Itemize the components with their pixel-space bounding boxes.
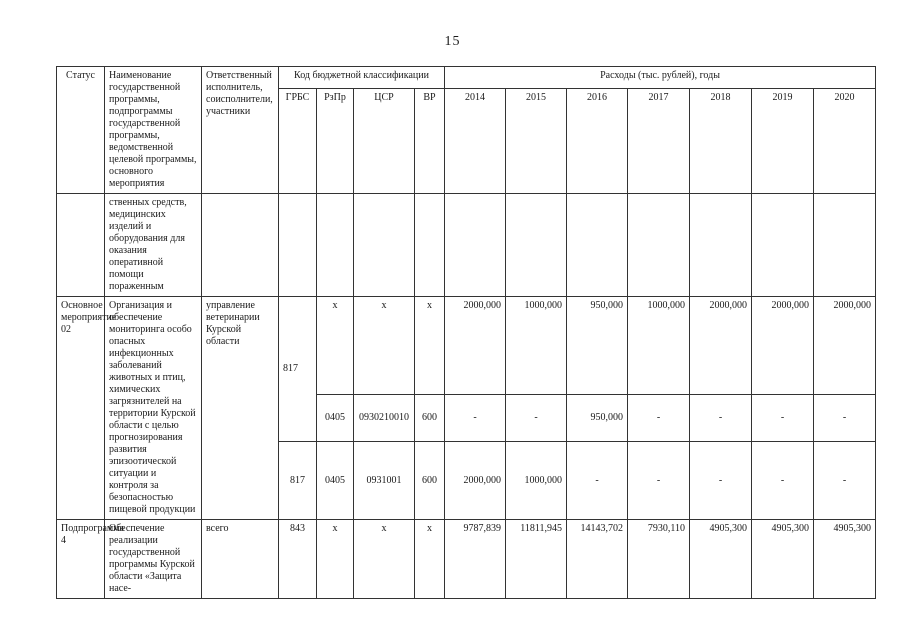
measure02-status: Основное мероприятие 02 [57,297,105,520]
value-cell: 950,000 [567,297,628,395]
header-year: 2018 [690,88,752,193]
measure02-grbs: 817 [279,297,317,442]
value-cell: - [567,442,628,520]
value-cell: 11811,945 [506,520,567,599]
value-cell: - [690,395,752,442]
header-row-top [57,67,876,89]
subprogram4-status: Подпрограмма 4 [57,520,105,599]
value-cell: - [752,442,814,520]
value-cell: 2000,000 [690,297,752,395]
value-cell: - [628,395,690,442]
rzpr-cell: 0405 [317,442,354,520]
subprogram4-name: Обеспечение реализации государственной программы Курской области «Защита насе- [105,520,202,599]
header-status: Статус [57,67,105,194]
continuation-name: ственных средств, медицинских изделий и оборудования для оказания оперативной помощи пораженным [105,194,202,297]
value-cell: - [506,395,567,442]
value-cell: 2000,000 [445,297,506,395]
measure02-name: Организация и обеспечение мониторинга особо опасных инфекционных заболеваний животных и птиц, химических загрязнителей на территории Курской области с целью прогнозирования развития эпизоотической ситуации и контроля за безопасностью пищевой продукции [105,297,202,520]
header-responsible: Ответственный исполнитель, соисполнители, участники [202,67,279,194]
value-cell: 1000,000 [506,297,567,395]
value-cell: 1000,000 [628,297,690,395]
value-cell: 1000,000 [506,442,567,520]
value-cell: 2000,000 [814,297,876,395]
value-cell: 950,000 [567,395,628,442]
value-cell: - [814,442,876,520]
csr-cell: 0930210010 [354,395,415,442]
value-cell: 9787,839 [445,520,506,599]
grbs-cell: 817 [279,442,317,520]
vr-cell: x [415,520,445,599]
rzpr-cell: x [317,520,354,599]
budget-table [56,66,876,599]
header-grbs: ГРБС [279,88,317,193]
header-year: 2014 [445,88,506,193]
header-csr: ЦСР [354,88,415,193]
measure02-row-total [57,297,876,395]
value-cell: 7930,110 [628,520,690,599]
header-year: 2019 [752,88,814,193]
rzpr-cell: x [317,297,354,395]
value-cell: 4905,300 [690,520,752,599]
value-cell: 4905,300 [814,520,876,599]
vr-cell: 600 [415,442,445,520]
header-year: 2016 [567,88,628,193]
value-cell: - [445,395,506,442]
subprogram4-row [57,520,876,599]
csr-cell: x [354,297,415,395]
header-name: Наименование государственной программы, подпрограммы государственной программы, ведомственной целевой программы, основного мероприятия [105,67,202,194]
value-cell: 14143,702 [567,520,628,599]
grbs-cell: 843 [279,520,317,599]
vr-cell: x [415,297,445,395]
header-expenses: Расходы (тыс. рублей), годы [445,67,876,89]
header-year: 2015 [506,88,567,193]
header-year: 2020 [814,88,876,193]
vr-cell: 600 [415,395,445,442]
subprogram4-responsible: всего [202,520,279,599]
value-cell: - [690,442,752,520]
value-cell: - [752,395,814,442]
csr-cell: x [354,520,415,599]
value-cell: - [628,442,690,520]
csr-cell: 0931001 [354,442,415,520]
header-budget-code: Код бюджетной классификации [279,67,445,89]
continuation-row [57,194,876,297]
value-cell: 2000,000 [445,442,506,520]
value-cell: 4905,300 [752,520,814,599]
page-number: 15 [444,34,461,49]
value-cell: - [814,395,876,442]
header-year: 2017 [628,88,690,193]
value-cell: 2000,000 [752,297,814,395]
rzpr-cell: 0405 [317,395,354,442]
header-rzpr: РзПр [317,88,354,193]
measure02-responsible: управление ветеринарии Курской области [202,297,279,520]
header-vr: ВР [415,88,445,193]
